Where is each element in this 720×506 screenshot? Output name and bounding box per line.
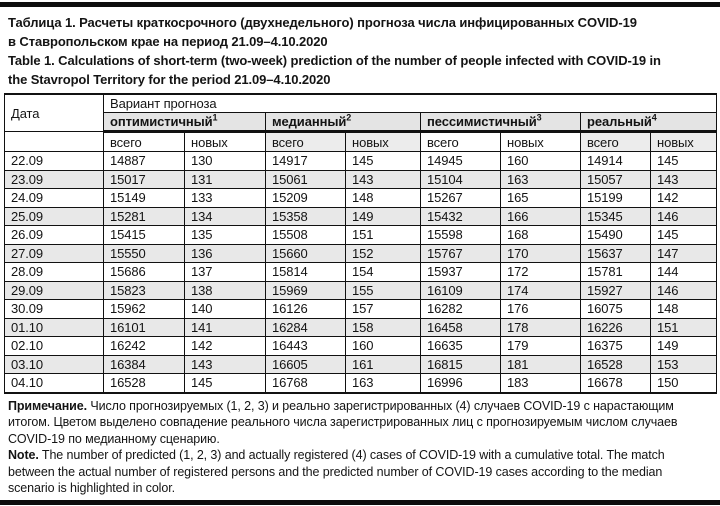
value-cell: 179 (501, 337, 581, 356)
date-cell: 22.09 (5, 152, 104, 171)
value-cell: 15823 (104, 281, 185, 300)
value-cell: 166 (501, 207, 581, 226)
value-cell: 170 (501, 244, 581, 263)
total-subheader: всего (581, 132, 651, 152)
date-cell: 26.09 (5, 226, 104, 245)
value-cell: 16635 (421, 337, 501, 356)
value-cell: 172 (501, 263, 581, 282)
value-cell: 15598 (421, 226, 501, 245)
value-cell: 15814 (266, 263, 346, 282)
value-cell: 141 (185, 318, 266, 337)
value-cell: 16126 (266, 300, 346, 319)
table-row (5, 263, 717, 282)
value-cell: 16996 (421, 374, 501, 393)
value-cell: 174 (501, 281, 581, 300)
table-row (5, 318, 717, 337)
value-cell: 144 (651, 263, 717, 282)
table-title (0, 7, 720, 93)
note-ru (8, 398, 712, 448)
note-ru-text: Число прогнозируемых (1, 2, 3) и реально зарегистрированных (4) случаев COVID-19 с нарастающим итогом. Цветом выделено совпадение реального числа зарегистрированных лиц с прогнозируемым числом случаев COVID-19 по медианному сценарию. (8, 398, 678, 446)
value-cell: 15199 (581, 189, 651, 208)
value-cell: 176 (501, 300, 581, 319)
total-subheader: всего (421, 132, 501, 152)
table-row (5, 300, 717, 319)
value-cell: 157 (346, 300, 421, 319)
value-cell: 134 (185, 207, 266, 226)
value-cell: 15358 (266, 207, 346, 226)
variant-optimistic-header (104, 113, 266, 132)
value-cell: 15345 (581, 207, 651, 226)
title-ru-line2: в Ставропольском крае на период 21.09–4.10.2020 (8, 34, 328, 49)
table-row (5, 244, 717, 263)
value-cell: 161 (346, 355, 421, 374)
value-cell: 15415 (104, 226, 185, 245)
value-cell: 16075 (581, 300, 651, 319)
value-cell: 168 (501, 226, 581, 245)
variant-label: оптимистичный (110, 114, 213, 129)
value-cell: 16384 (104, 355, 185, 374)
value-cell: 15061 (266, 170, 346, 189)
variant-label: пессимистичный (427, 114, 537, 129)
value-cell: 16528 (581, 355, 651, 374)
notes-block (0, 394, 720, 497)
value-cell: 15781 (581, 263, 651, 282)
value-cell: 15017 (104, 170, 185, 189)
value-cell: 16282 (421, 300, 501, 319)
value-cell: 135 (185, 226, 266, 245)
variant-label: медианный (272, 114, 347, 129)
date-cell: 23.09 (5, 170, 104, 189)
title-ru-line1: Таблица 1. Расчеты краткосрочного (двухнедельного) прогноза числа инфицированных COVID-19 (8, 15, 637, 30)
subheader-row (5, 132, 717, 152)
variant-real-header (581, 113, 717, 132)
table-row (5, 337, 717, 356)
value-cell: 16284 (266, 318, 346, 337)
value-cell: 15550 (104, 244, 185, 263)
variant-footnote-mark: 1 (212, 112, 218, 123)
empty-corner-cell (5, 132, 104, 152)
date-cell: 27.09 (5, 244, 104, 263)
title-en-line1: Table 1. Calculations of short-term (two-week) prediction of the number of people infected with COVID-19 in (8, 53, 661, 68)
value-cell: 160 (501, 152, 581, 171)
value-cell: 15057 (581, 170, 651, 189)
total-subheader: всего (266, 132, 346, 152)
value-cell: 15209 (266, 189, 346, 208)
value-cell: 16101 (104, 318, 185, 337)
value-cell: 160 (346, 337, 421, 356)
value-cell: 152 (346, 244, 421, 263)
value-cell: 143 (185, 355, 266, 374)
value-cell: 163 (501, 170, 581, 189)
value-cell: 15767 (421, 244, 501, 263)
date-cell: 29.09 (5, 281, 104, 300)
date-cell: 04.10 (5, 374, 104, 393)
table-row (5, 189, 717, 208)
prediction-table (4, 93, 717, 394)
value-cell: 137 (185, 263, 266, 282)
value-cell: 15937 (421, 263, 501, 282)
value-cell: 145 (185, 374, 266, 393)
value-cell: 16242 (104, 337, 185, 356)
table-row (5, 152, 717, 171)
value-cell: 147 (651, 244, 717, 263)
date-cell: 03.10 (5, 355, 104, 374)
value-cell: 149 (651, 337, 717, 356)
value-cell: 143 (346, 170, 421, 189)
value-cell: 15281 (104, 207, 185, 226)
variant-label: реальный (587, 114, 652, 129)
value-cell: 151 (346, 226, 421, 245)
value-cell: 145 (346, 152, 421, 171)
table-row (5, 170, 717, 189)
value-cell: 133 (185, 189, 266, 208)
table-row (5, 207, 717, 226)
value-cell: 15149 (104, 189, 185, 208)
value-cell: 154 (346, 263, 421, 282)
value-cell: 153 (651, 355, 717, 374)
note-en-text: The number of predicted (1, 2, 3) and actually registered (4) cases of COVID-19 with a cumulative total. The match between the actual number of registered persons and the predicted number of COVID-19 cases according to the median scenario is highlighted in color. (8, 448, 665, 495)
value-cell: 165 (501, 189, 581, 208)
table-row (5, 281, 717, 300)
value-cell: 16226 (581, 318, 651, 337)
value-cell: 146 (651, 281, 717, 300)
value-cell: 16375 (581, 337, 651, 356)
date-cell: 24.09 (5, 189, 104, 208)
value-cell: 181 (501, 355, 581, 374)
title-en-line2: the Stavropol Territory for the period 21.09–4.10.2020 (8, 72, 331, 87)
new-subheader: новых (651, 132, 717, 152)
variant-footnote-mark: 4 (651, 112, 657, 123)
date-cell: 28.09 (5, 263, 104, 282)
note-en-lead: Note. (8, 448, 39, 462)
table-row (5, 226, 717, 245)
value-cell: 148 (651, 300, 717, 319)
table-row (5, 355, 717, 374)
value-cell: 146 (651, 207, 717, 226)
value-cell: 163 (346, 374, 421, 393)
table-body (5, 152, 717, 393)
value-cell: 145 (651, 226, 717, 245)
value-cell: 148 (346, 189, 421, 208)
value-cell: 15637 (581, 244, 651, 263)
new-subheader: новых (185, 132, 266, 152)
date-cell: 01.10 (5, 318, 104, 337)
note-ru-lead: Примечание. (8, 398, 87, 413)
value-cell: 142 (185, 337, 266, 356)
note-en (8, 447, 712, 497)
group-header-row (5, 94, 717, 113)
value-cell: 16678 (581, 374, 651, 393)
value-cell: 15686 (104, 263, 185, 282)
variant-footnote-mark: 2 (346, 112, 352, 123)
value-cell: 155 (346, 281, 421, 300)
value-cell: 140 (185, 300, 266, 319)
variant-pessimistic-header (421, 113, 581, 132)
date-column-header: Дата (5, 94, 104, 132)
value-cell: 15660 (266, 244, 346, 263)
table-head (5, 94, 717, 152)
value-cell: 151 (651, 318, 717, 337)
value-cell: 14917 (266, 152, 346, 171)
variant-header-row (5, 113, 717, 132)
bottom-rule (0, 500, 720, 505)
value-cell: 15962 (104, 300, 185, 319)
value-cell: 16443 (266, 337, 346, 356)
new-subheader: новых (501, 132, 581, 152)
value-cell: 131 (185, 170, 266, 189)
value-cell: 136 (185, 244, 266, 263)
value-cell: 16768 (266, 374, 346, 393)
value-cell: 178 (501, 318, 581, 337)
value-cell: 143 (651, 170, 717, 189)
value-cell: 16458 (421, 318, 501, 337)
value-cell: 16815 (421, 355, 501, 374)
new-subheader: новых (346, 132, 421, 152)
value-cell: 15267 (421, 189, 501, 208)
total-subheader: всего (104, 132, 185, 152)
value-cell: 15432 (421, 207, 501, 226)
value-cell: 14914 (581, 152, 651, 171)
variant-median-header (266, 113, 421, 132)
value-cell: 14887 (104, 152, 185, 171)
value-cell: 15508 (266, 226, 346, 245)
date-cell: 25.09 (5, 207, 104, 226)
value-cell: 15104 (421, 170, 501, 189)
value-cell: 145 (651, 152, 717, 171)
value-cell: 16528 (104, 374, 185, 393)
value-cell: 15490 (581, 226, 651, 245)
forecast-group-header: Вариант прогноза (104, 94, 717, 113)
value-cell: 14945 (421, 152, 501, 171)
date-cell: 02.10 (5, 337, 104, 356)
value-cell: 15927 (581, 281, 651, 300)
value-cell: 138 (185, 281, 266, 300)
value-cell: 149 (346, 207, 421, 226)
variant-footnote-mark: 3 (536, 112, 542, 123)
value-cell: 130 (185, 152, 266, 171)
date-cell: 30.09 (5, 300, 104, 319)
table-row (5, 374, 717, 393)
value-cell: 183 (501, 374, 581, 393)
value-cell: 158 (346, 318, 421, 337)
value-cell: 16605 (266, 355, 346, 374)
value-cell: 150 (651, 374, 717, 393)
value-cell: 15969 (266, 281, 346, 300)
value-cell: 142 (651, 189, 717, 208)
value-cell: 16109 (421, 281, 501, 300)
